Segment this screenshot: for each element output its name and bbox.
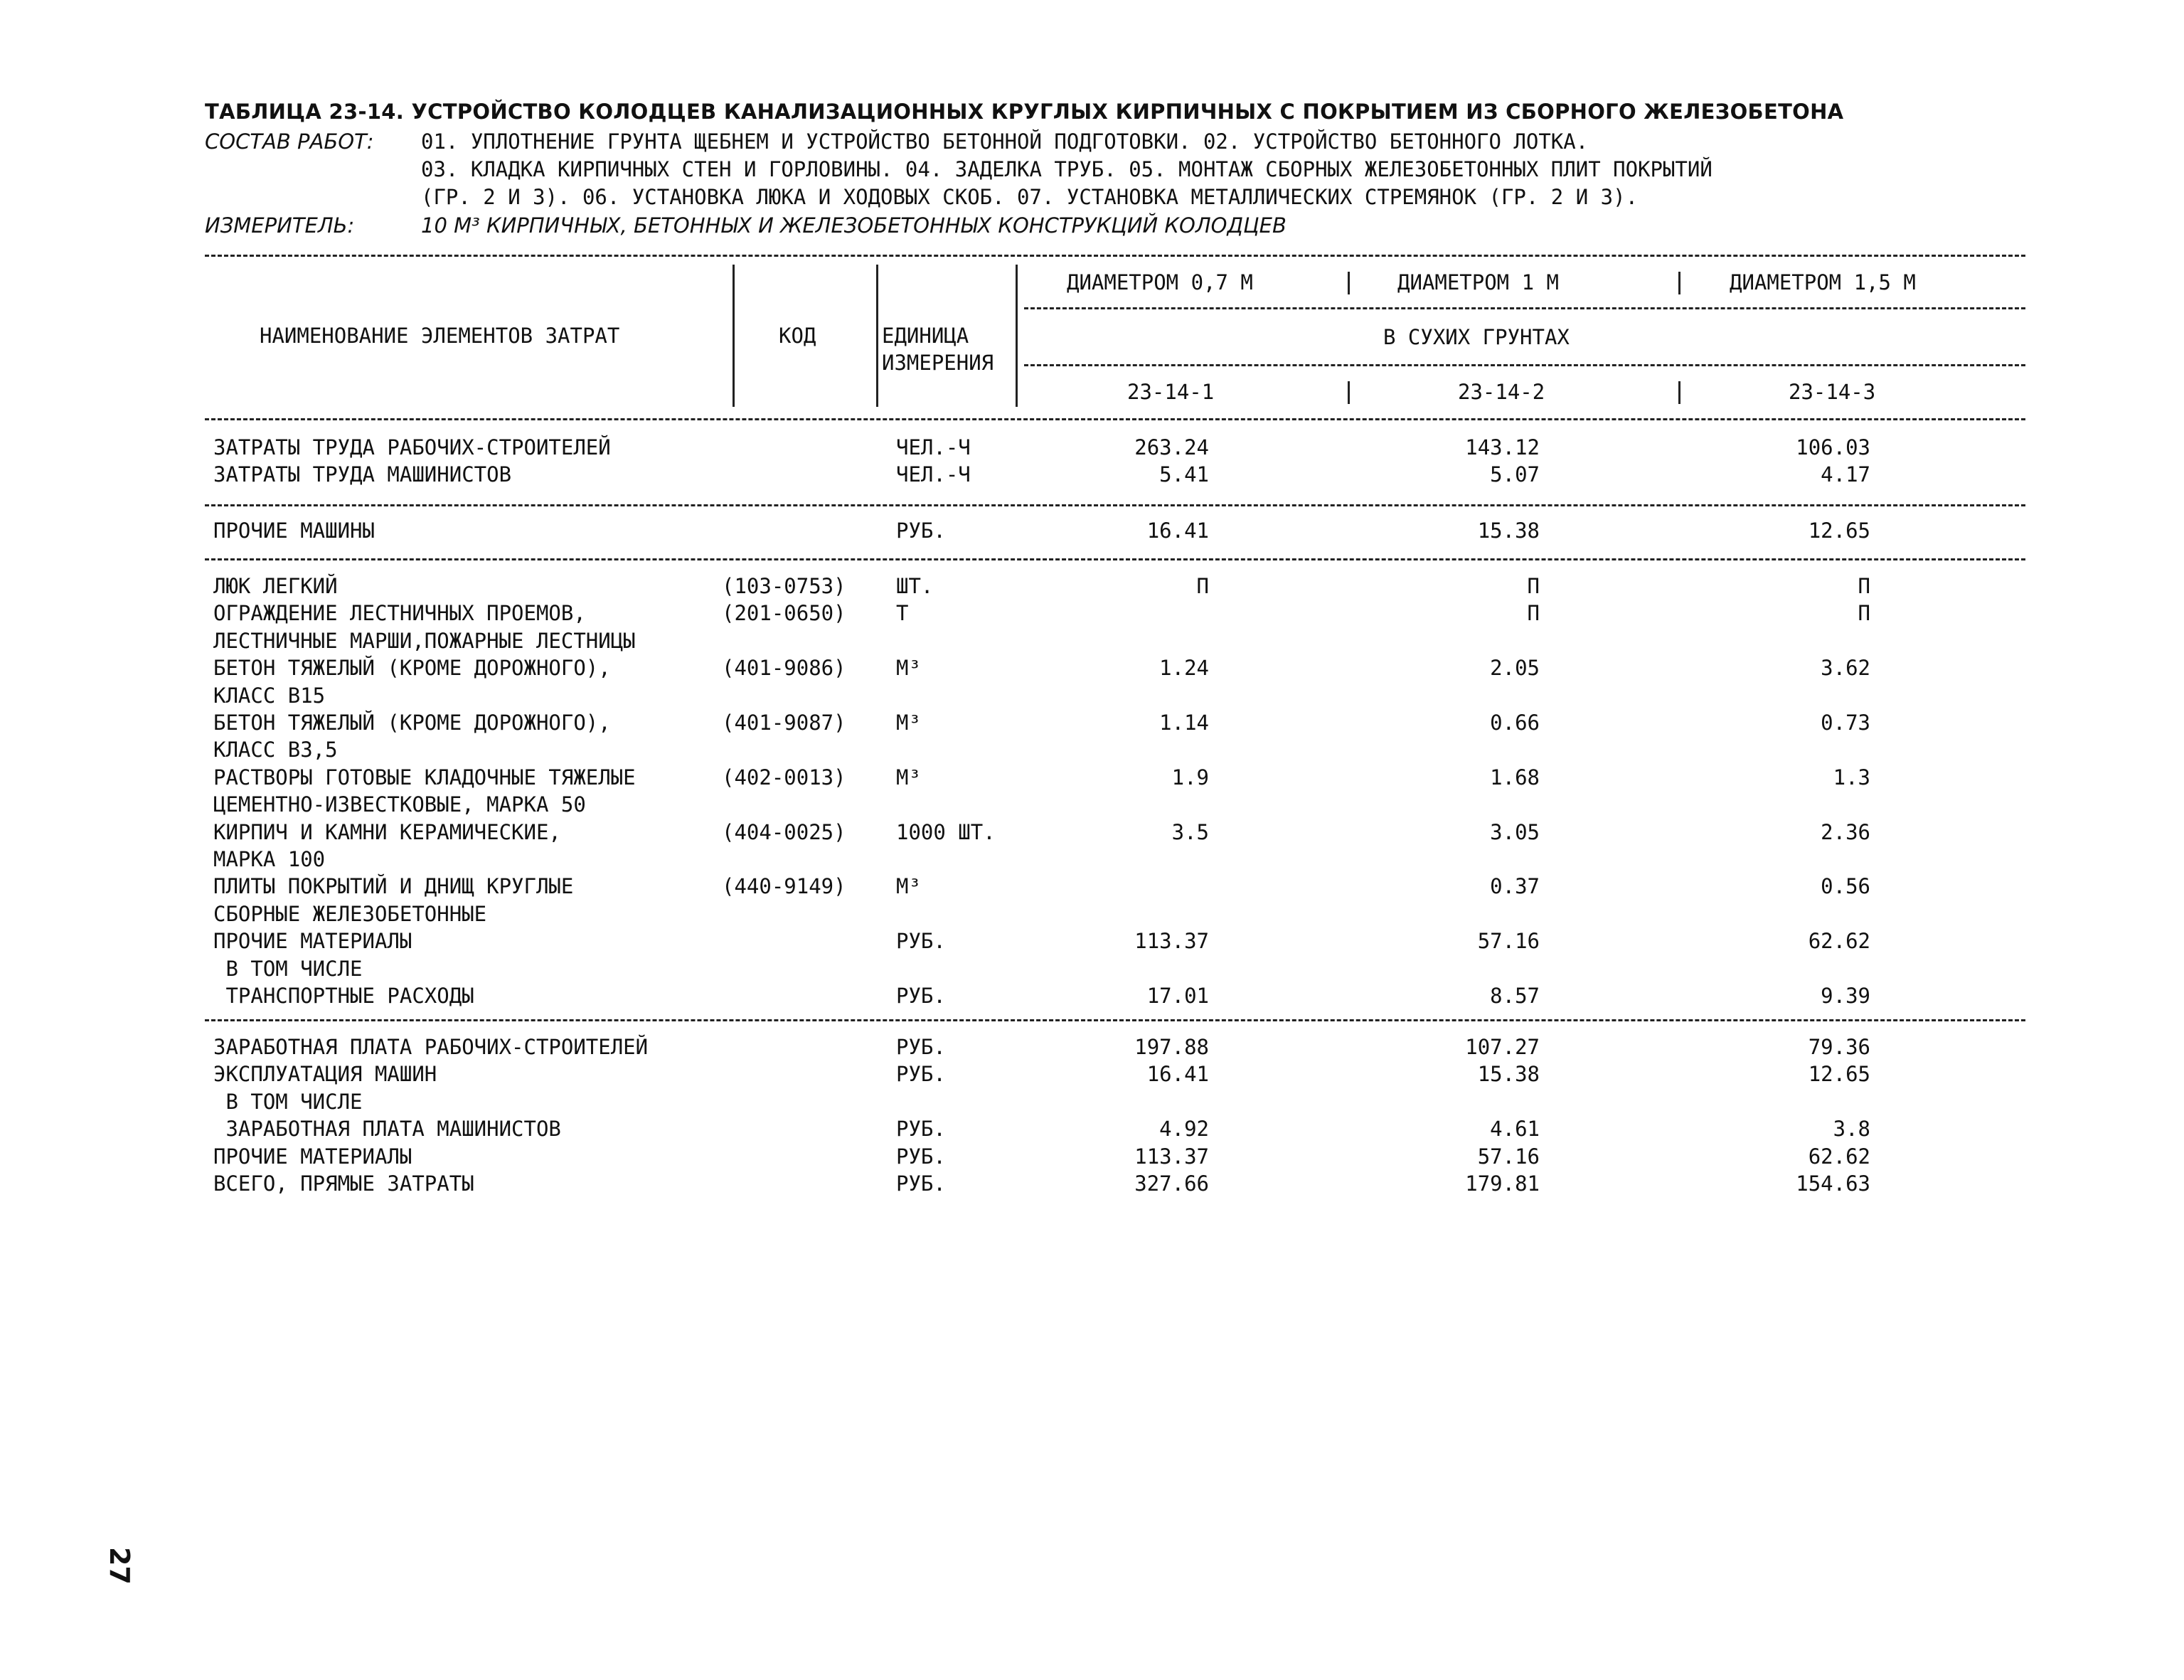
meter-label: ИЗМЕРИТЕЛЬ: (205, 213, 355, 238)
row-value-1: 16.41 (1146, 519, 1209, 543)
row-value-2: 15.38 (1477, 1062, 1540, 1086)
row-unit: М³ (896, 711, 921, 735)
row-name: ТРАНСПОРТНЫЕ РАСХОДЫ (213, 984, 474, 1008)
header-soil: В СУХИХ ГРУНТАХ (1383, 325, 1570, 349)
row-unit: ЧЕЛ.-Ч (896, 462, 971, 487)
row-name: СБОРНЫЕ ЖЕЛЕЗОБЕТОННЫЕ (213, 902, 487, 926)
row-value-3: 3.62 (1821, 656, 1870, 680)
row-name: ОГРАЖДЕНИЕ ЛЕСТНИЧНЫХ ПРОЕМОВ, (213, 601, 586, 625)
row-name: В ТОМ ЧИСЛЕ (213, 1090, 363, 1114)
row-unit: РУБ. (896, 519, 946, 543)
row-value-1: 113.37 (1134, 929, 1209, 953)
row-unit: М³ (896, 874, 921, 898)
row-value-1: 1.24 (1159, 656, 1209, 680)
row-value-1: 3.5 (1171, 820, 1209, 844)
divider-diameter-2-3 (1678, 272, 1680, 294)
row-name: КЛАСС В3,5 (213, 738, 338, 762)
row-code: (404-0025) (722, 820, 846, 844)
row-value-2: 1.68 (1490, 765, 1540, 790)
row-name: ЦЕМЕНТНО-ИЗВЕСТКОВЫЕ, МАРКА 50 (213, 792, 586, 817)
row-name: В ТОМ ЧИСЛЕ (213, 957, 363, 981)
divider-name-code (733, 265, 735, 407)
row-value-1: 1.14 (1159, 711, 1209, 735)
row-name: КИРПИЧ И КАМНИ КЕРАМИЧЕСКИЕ, (213, 820, 561, 844)
divider-code-1-2 (1348, 381, 1350, 404)
row-value-3: 0.73 (1821, 711, 1870, 735)
row-value-1: 4.92 (1159, 1117, 1209, 1141)
row-value-2: 179.81 (1465, 1171, 1540, 1196)
composition-line-2: 03. КЛАДКА КИРПИЧНЫХ СТЕН И ГОРЛОВИНЫ. 04. ЗАДЕЛКА ТРУБ. 05. МОНТАЖ СБОРНЫХ ЖЕЛЕЗОБЕТОННЫХ ПЛИТ ПОКРЫТИЙ (421, 157, 1712, 181)
header-unit-col-1: ЕДИНИЦА (882, 324, 969, 348)
divider-unit-values (1016, 265, 1018, 407)
row-unit: ШТ. (896, 574, 934, 598)
row-value-3: 12.65 (1808, 519, 1870, 543)
row-unit: РУБ. (896, 1144, 946, 1169)
header-code-col: КОД (779, 324, 816, 348)
row-name: КЛАСС В15 (213, 684, 326, 708)
rule-header-2 (1024, 364, 2025, 366)
row-value-3: 79.36 (1808, 1035, 1870, 1059)
row-name: РАСТВОРЫ ГОТОВЫЕ КЛАДОЧНЫЕ ТЯЖЕЛЫЕ (213, 765, 636, 790)
row-code: (201-0650) (722, 601, 846, 625)
table-title: ТАБЛИЦА 23-14. УСТРОЙСТВО КОЛОДЦЕВ КАНАЛИЗАЦИОННЫХ КРУГЛЫХ КИРПИЧНЫХ С ПОКРЫТИЕМ ИЗ СБОРНОГО ЖЕЛЕЗОБЕТОНА (205, 100, 1844, 124)
row-value-2: 107.27 (1465, 1035, 1540, 1059)
row-value-1: 1.9 (1171, 765, 1209, 790)
row-name: ЭКСПЛУАТАЦИЯ МАШИН (213, 1062, 437, 1086)
row-value-1: 197.88 (1134, 1035, 1209, 1059)
row-unit: РУБ. (896, 1171, 946, 1196)
row-unit: ЧЕЛ.-Ч (896, 435, 971, 459)
header-diameter-3: ДИАМЕТРОМ 1,5 М (1730, 270, 1916, 294)
row-value-3: 106.03 (1796, 435, 1870, 459)
header-unit-col-2: ИЗМЕРЕНИЯ (882, 351, 994, 375)
row-unit: М³ (896, 656, 921, 680)
row-unit: РУБ. (896, 1062, 946, 1086)
row-value-1: 327.66 (1134, 1171, 1209, 1196)
rule-header-1 (1024, 307, 2025, 309)
row-value-2: 2.05 (1490, 656, 1540, 680)
row-unit: РУБ. (896, 984, 946, 1008)
header-code-2: 23-14-2 (1458, 380, 1545, 404)
row-value-1: 113.37 (1134, 1144, 1209, 1169)
row-name: ЗАТРАТЫ ТРУДА РАБОЧИХ-СТРОИТЕЛЕЙ (213, 435, 611, 459)
rule-top (205, 255, 2025, 257)
row-value-3: 3.8 (1833, 1117, 1870, 1141)
row-code: (402-0013) (722, 765, 846, 790)
composition-label: СОСТАВ РАБОТ: (205, 129, 374, 154)
row-value-2: 57.16 (1477, 1144, 1540, 1169)
group-divider (205, 1019, 2025, 1021)
row-name: МАРКА 100 (213, 847, 326, 871)
row-value-2: 0.37 (1490, 874, 1540, 898)
row-value-3: 154.63 (1796, 1171, 1870, 1196)
composition-line-1: 01. УПЛОТНЕНИЕ ГРУНТА ЩЕБНЕМ И УСТРОЙСТВО БЕТОННОЙ ПОДГОТОВКИ. 02. УСТРОЙСТВО БЕТОННОГО ЛОТКА. (421, 129, 1589, 154)
group-divider (205, 558, 2025, 560)
row-name: БЕТОН ТЯЖЕЛЫЙ (КРОМЕ ДОРОЖНОГО), (213, 656, 611, 680)
divider-diameter-1-2 (1348, 272, 1350, 294)
row-value-3: 1.3 (1833, 765, 1870, 790)
row-code: (440-9149) (722, 874, 846, 898)
row-unit: РУБ. (896, 929, 946, 953)
row-value-2: П (1527, 574, 1540, 598)
row-value-3: 62.62 (1808, 1144, 1870, 1169)
header-name-col: НАИМЕНОВАНИЕ ЭЛЕМЕНТОВ ЗАТРАТ (260, 324, 620, 348)
row-value-1: 16.41 (1146, 1062, 1209, 1086)
row-value-2: 0.66 (1490, 711, 1540, 735)
row-value-3: П (1858, 601, 1870, 625)
header-code-3: 23-14-3 (1789, 380, 1876, 404)
row-unit: Т (896, 601, 909, 625)
row-value-3: 62.62 (1808, 929, 1870, 953)
row-unit: РУБ. (896, 1117, 946, 1141)
row-code: (401-9086) (722, 656, 846, 680)
rule-header-bottom (205, 418, 2025, 420)
composition-line-3: (ГР. 2 И 3). 06. УСТАНОВКА ЛЮКА И ХОДОВЫХ СКОБ. 07. УСТАНОВКА МЕТАЛЛИЧЕСКИХ СТРЕМЯНОК (ГР. 2 И 3). (421, 185, 1639, 209)
row-name: ЗАТРАТЫ ТРУДА МАШИНИСТОВ (213, 462, 512, 487)
row-value-1: 17.01 (1146, 984, 1209, 1008)
row-name: ЗАРАБОТНАЯ ПЛАТА РАБОЧИХ-СТРОИТЕЛЕЙ (213, 1035, 649, 1059)
row-value-2: П (1527, 601, 1540, 625)
header-diameter-1: ДИАМЕТРОМ 0,7 М (1067, 270, 1253, 294)
header-code-1: 23-14-1 (1127, 380, 1215, 404)
row-name: ПРОЧИЕ МАТЕРИАЛЫ (213, 1144, 412, 1169)
group-divider (205, 504, 2025, 506)
row-value-2: 15.38 (1477, 519, 1540, 543)
row-code: (103-0753) (722, 574, 846, 598)
row-name: ПЛИТЫ ПОКРЫТИЙ И ДНИЩ КРУГЛЫЕ (213, 874, 574, 898)
page-number: 27 (104, 1547, 135, 1585)
row-name: ВСЕГО, ПРЯМЫЕ ЗАТРАТЫ (213, 1171, 474, 1196)
row-name: ЗАРАБОТНАЯ ПЛАТА МАШИНИСТОВ (213, 1117, 561, 1141)
row-value-3: 12.65 (1808, 1062, 1870, 1086)
row-value-3: 0.56 (1821, 874, 1870, 898)
row-value-3: 9.39 (1821, 984, 1870, 1008)
row-value-3: 4.17 (1821, 462, 1870, 487)
row-name: ЛЮК ЛЕГКИЙ (213, 574, 338, 598)
row-value-2: 3.05 (1490, 820, 1540, 844)
row-value-2: 5.07 (1490, 462, 1540, 487)
row-name: БЕТОН ТЯЖЕЛЫЙ (КРОМЕ ДОРОЖНОГО), (213, 711, 611, 735)
divider-code-unit (876, 265, 878, 407)
row-code: (401-9087) (722, 711, 846, 735)
divider-code-2-3 (1678, 381, 1680, 404)
row-value-1: 263.24 (1134, 435, 1209, 459)
meter-value: 10 М³ КИРПИЧНЫХ, БЕТОННЫХ И ЖЕЛЕЗОБЕТОННЫХ КОНСТРУКЦИЙ КОЛОДЦЕВ (421, 213, 1287, 238)
row-value-3: П (1858, 574, 1870, 598)
row-value-1: П (1196, 574, 1209, 598)
row-name: ПРОЧИЕ МАШИНЫ (213, 519, 375, 543)
row-unit: 1000 ШТ. (896, 820, 996, 844)
row-value-2: 4.61 (1490, 1117, 1540, 1141)
row-value-3: 2.36 (1821, 820, 1870, 844)
row-name: ЛЕСТНИЧНЫЕ МАРШИ,ПОЖАРНЫЕ ЛЕСТНИЦЫ (213, 629, 636, 653)
row-unit: РУБ. (896, 1035, 946, 1059)
row-value-2: 8.57 (1490, 984, 1540, 1008)
row-name: ПРОЧИЕ МАТЕРИАЛЫ (213, 929, 412, 953)
row-value-1: 5.41 (1159, 462, 1209, 487)
row-value-2: 143.12 (1465, 435, 1540, 459)
row-unit: М³ (896, 765, 921, 790)
row-value-2: 57.16 (1477, 929, 1540, 953)
header-diameter-2: ДИАМЕТРОМ 1 М (1397, 270, 1559, 294)
